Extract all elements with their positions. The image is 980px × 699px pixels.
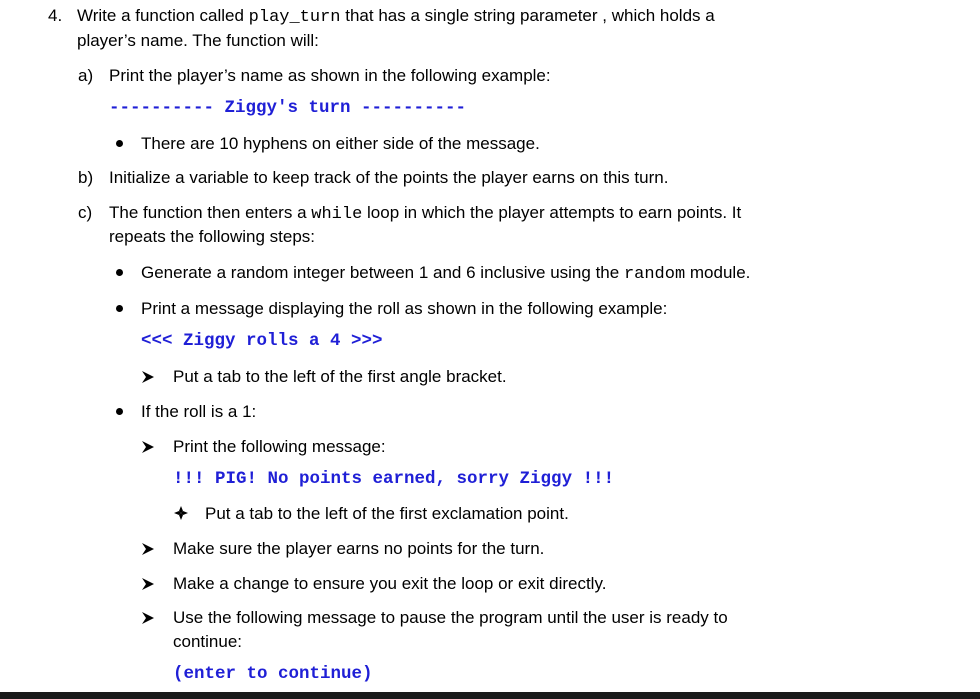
part-a-marker: a) <box>78 66 94 85</box>
part-c-line2: repeats the following steps: <box>109 227 316 246</box>
roll-one-condition: If the roll is a 1: <box>141 402 257 421</box>
intro-text-b: that has a single string parameter , which holds a <box>345 6 715 25</box>
pig-tab-note: Put a tab to the left of the first exclamation point. <box>205 504 569 523</box>
random-step-text-b: module. <box>689 263 751 282</box>
bottom-border <box>0 692 980 699</box>
turn-header-example: ---------- Ziggy's turn ---------- <box>109 98 467 118</box>
function-name-code: play_turn <box>248 8 341 27</box>
roll-tab-note: Put a tab to the left of the first angle bracket. <box>173 367 507 386</box>
random-module-code: random <box>623 265 686 284</box>
pause-step-line1: Use the following message to pause the program until the user is ready to <box>173 608 728 627</box>
while-keyword-code: while <box>311 205 363 224</box>
part-b-marker: b) <box>78 168 94 187</box>
part-b-text: Initialize a variable to keep track of the points the player earns on this turn. <box>109 168 669 187</box>
arrow-bullet-icon <box>141 370 155 384</box>
bullet-icon <box>116 305 123 312</box>
enter-continue-example: (enter to continue) <box>173 664 373 684</box>
arrow-bullet-icon <box>141 611 155 625</box>
arrow-bullet-icon <box>141 577 155 591</box>
arrow-bullet-icon <box>141 542 155 556</box>
exit-loop-step: Make a change to ensure you exit the loop or exit directly. <box>173 574 607 593</box>
diamond-bullet-icon <box>174 506 188 520</box>
no-points-step: Make sure the player earns no points for the turn. <box>173 539 545 558</box>
part-a-text: Print the player’s name as shown in the following example: <box>109 66 551 85</box>
print-message-step: Print the following message: <box>173 437 386 456</box>
part-c-text-b: loop in which the player attempts to earn points. It <box>367 203 742 222</box>
question-intro-line1 <box>77 5 715 29</box>
random-step-text-a: Generate a random integer between 1 and 6 inclusive using the <box>141 263 620 282</box>
roll-message-example: <<< Ziggy rolls a 4 >>> <box>141 331 383 351</box>
bullet-icon <box>116 269 123 276</box>
question-number: 4. <box>48 6 63 25</box>
intro-text-a: Write a function called <box>77 6 244 25</box>
bullet-icon <box>116 408 123 415</box>
pig-message-example: !!! PIG! No points earned, sorry Ziggy !!! <box>173 469 615 489</box>
random-step <box>141 262 750 286</box>
part-c-marker: c) <box>78 203 93 222</box>
part-c-text-a: The function then enters a <box>109 203 307 222</box>
roll-step: Print a message displaying the roll as shown in the following example: <box>141 299 668 318</box>
part-c-line1 <box>109 202 741 226</box>
hyphen-note: There are 10 hyphens on either side of the message. <box>141 134 540 153</box>
pause-step-line2: continue: <box>173 632 242 651</box>
bullet-icon <box>116 140 123 147</box>
arrow-bullet-icon <box>141 440 155 454</box>
question-intro-line2: player’s name. The function will: <box>77 31 319 50</box>
